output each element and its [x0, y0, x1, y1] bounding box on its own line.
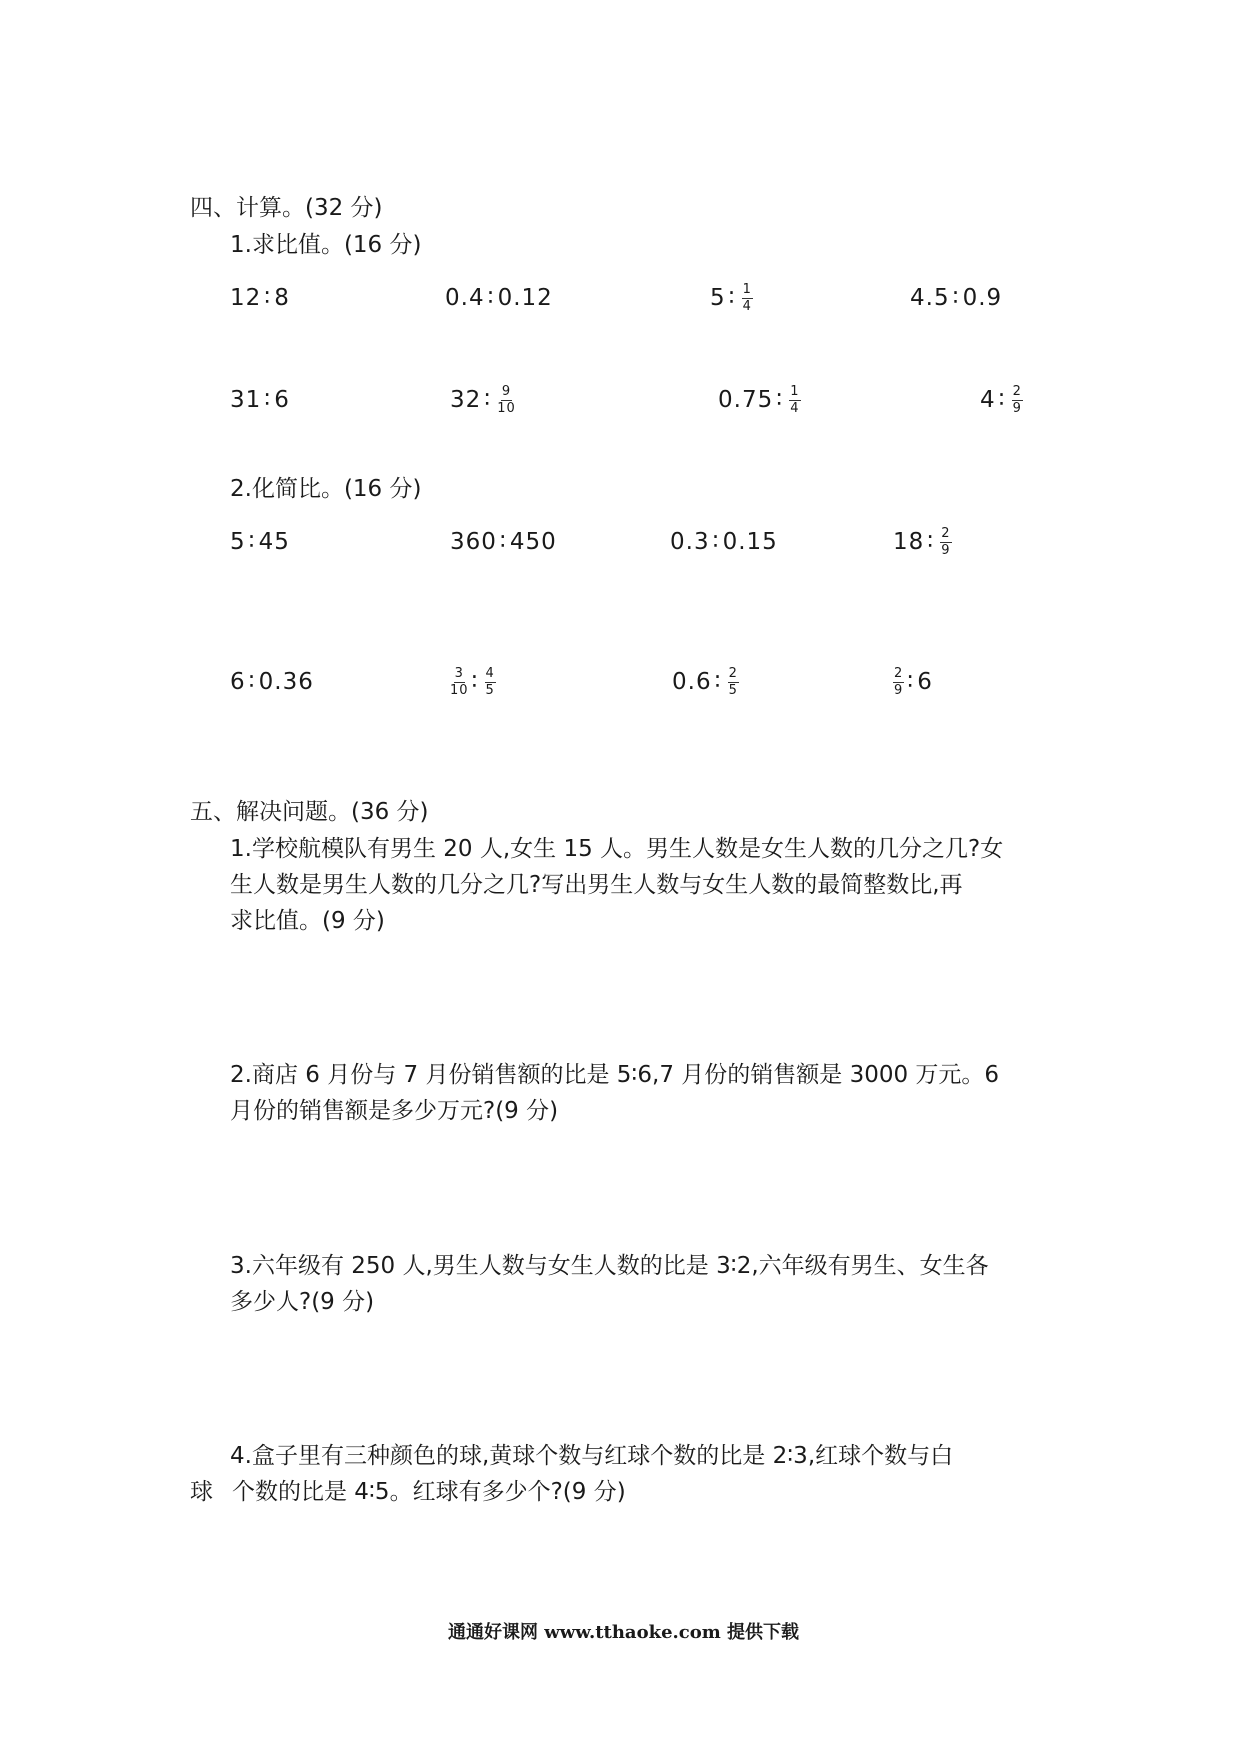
colon: ∶: [264, 285, 272, 311]
problem-1-line-3: 求比值。(9 分): [230, 908, 385, 934]
section-4-title: 四、计算。(32 分): [190, 195, 383, 221]
term-a: 31: [230, 387, 262, 413]
fraction: [742, 283, 753, 314]
problem-1-line-1: 1.学校航模队有男生 20 人,女生 15 人。男生人数是女生人数的几分之几?女: [230, 836, 1004, 862]
fraction: [893, 667, 904, 698]
term-a: 4: [980, 387, 996, 413]
numerator: 2: [894, 666, 904, 681]
q2-r2-e1: [230, 667, 314, 697]
colon: ∶: [714, 669, 722, 695]
section-5-title: 五、解决问题。(36 分): [190, 799, 429, 825]
colon: ∶: [728, 285, 736, 311]
problem-2-line-1: 2.商店 6 月份与 7 月份销售额的比是 5∶6,7 月份的销售额是 3000 万元。6: [230, 1062, 1000, 1088]
term-a: 12: [230, 285, 262, 311]
q1-r2-e3: [718, 385, 801, 416]
q1-r1-e4: [910, 283, 1002, 313]
q2-title: 2.化简比。(16 分): [230, 476, 422, 502]
term-b: 450: [509, 529, 557, 555]
problem-3-line-2: 多少人?(9 分): [230, 1289, 375, 1315]
colon: ∶: [952, 285, 960, 311]
fraction: [728, 667, 739, 698]
colon: ∶: [264, 387, 272, 413]
term-a: 32: [450, 387, 482, 413]
fraction: [940, 527, 951, 558]
term-a: 0.6: [672, 669, 712, 695]
q1-r2-e1: [230, 385, 290, 415]
q2-r1-e2: [450, 527, 557, 557]
colon: ∶: [712, 529, 720, 555]
q1-r1-e1: [230, 283, 290, 313]
colon: ∶: [776, 387, 784, 413]
denominator: 5: [728, 683, 738, 698]
numerator: 2: [1012, 384, 1022, 399]
q2-r1-e3: [670, 527, 778, 557]
term-a: 18: [893, 529, 925, 555]
term-a: 0.4: [445, 285, 485, 311]
colon: ∶: [927, 529, 935, 555]
colon: ∶: [998, 387, 1006, 413]
colon: ∶: [248, 529, 256, 555]
problem-1-line-2: 生人数是男生人数的几分之几?写出男生人数与女生人数的最简整数比,再: [230, 872, 963, 898]
term-a: 5: [230, 529, 246, 555]
term-a: 0.75: [718, 387, 774, 413]
colon: ∶: [471, 669, 479, 695]
denominator: 9: [894, 683, 904, 698]
colon: ∶: [484, 387, 492, 413]
denominator: 4: [790, 401, 800, 416]
numerator: 1: [742, 282, 752, 297]
term-a: 4.5: [910, 285, 950, 311]
fraction: [450, 667, 469, 698]
denominator: 5: [485, 683, 495, 698]
colon: ∶: [499, 529, 507, 555]
colon: ∶: [487, 285, 495, 311]
numerator: 1: [790, 384, 800, 399]
term-b: 8: [274, 285, 290, 311]
q1-r2-e4: [980, 385, 1023, 416]
fraction: [485, 667, 496, 698]
term-a: 360: [450, 529, 497, 555]
colon: ∶: [248, 669, 256, 695]
footer-watermark: 通通好课网 www.tthaoke.com 提供下载: [448, 1622, 800, 1643]
term-b: 6: [917, 669, 933, 695]
q1-r1-e3: [710, 283, 753, 314]
numerator: 4: [485, 666, 495, 681]
denominator: 9: [1012, 401, 1022, 416]
q2-r2-e4: [893, 667, 933, 698]
numerator: 3: [454, 666, 464, 681]
term-a: 6: [230, 669, 246, 695]
term-a: 5: [710, 285, 726, 311]
denominator: 9: [941, 543, 951, 558]
term-b: 45: [258, 529, 290, 555]
problem-4-line-2: 个数的比是 4∶5。红球有多少个?(9 分): [232, 1479, 626, 1505]
numerator: 2: [728, 666, 738, 681]
q2-r2-e2: [450, 667, 496, 698]
fraction: [789, 385, 800, 416]
q2-r1-e1: [230, 527, 290, 557]
term-b: 0.9: [962, 285, 1003, 311]
fraction: [497, 385, 516, 416]
problem-4-line-1: 4.盒子里有三种颜色的球,黄球个数与红球个数的比是 2∶3,红球个数与白: [230, 1443, 954, 1469]
term-b: 0.36: [258, 669, 314, 695]
fraction: [1012, 385, 1023, 416]
term-a: 0.3: [670, 529, 710, 555]
q2-r2-e3: [672, 667, 739, 698]
q1-r2-e2: [450, 385, 516, 416]
problem-4-line-2-prefix: 球: [190, 1479, 213, 1505]
problem-3-line-1: 3.六年级有 250 人,男生人数与女生人数的比是 3∶2,六年级有男生、女生各: [230, 1253, 989, 1279]
term-b: 0.15: [722, 529, 778, 555]
denominator: 10: [450, 683, 469, 698]
q1-r1-e2: [445, 283, 553, 313]
denominator: 10: [497, 401, 516, 416]
denominator: 4: [742, 299, 752, 314]
numerator: 2: [941, 526, 951, 541]
term-b: 0.12: [497, 285, 553, 311]
term-b: 6: [274, 387, 290, 413]
colon: ∶: [907, 669, 915, 695]
q1-title: 1.求比值。(16 分): [230, 232, 422, 258]
q2-r1-e4: [893, 527, 952, 558]
numerator: 9: [501, 384, 512, 399]
problem-2-line-2: 月份的销售额是多少万元?(9 分): [230, 1098, 559, 1124]
